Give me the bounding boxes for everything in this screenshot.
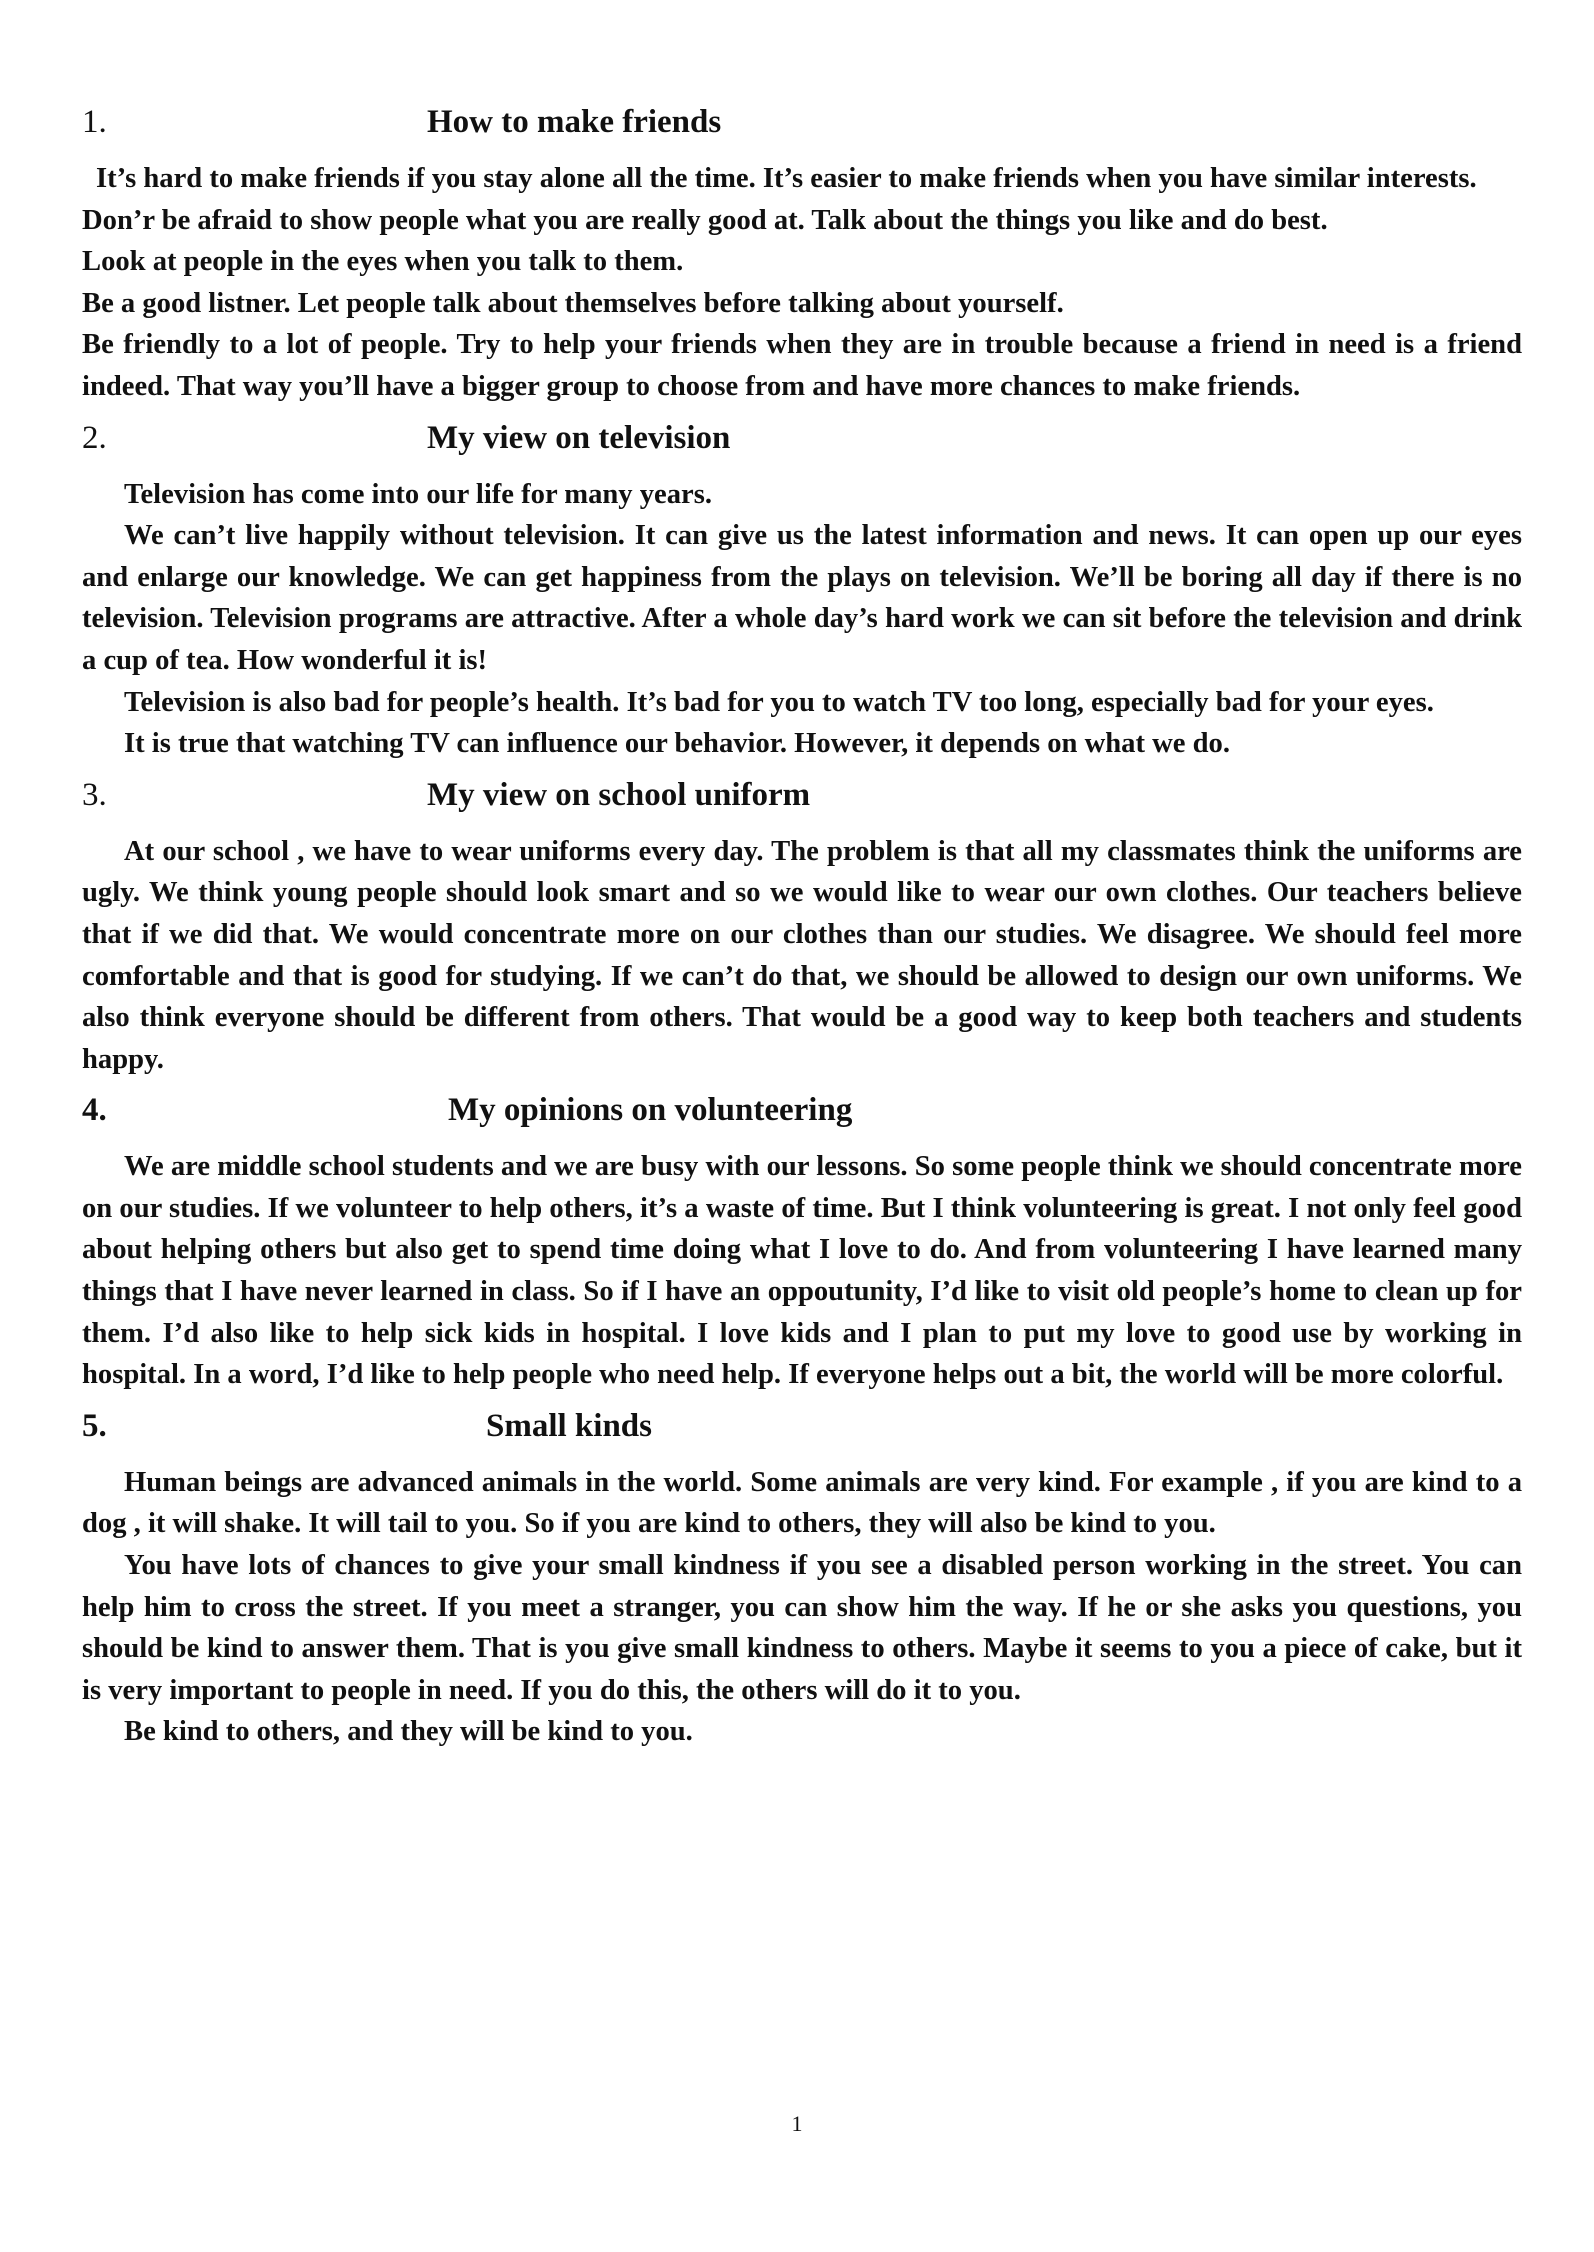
paragraph: Be friendly to a lot of people. Try to help your friends when they are in trouble because a friend in need is a friend indeed. That way you’ll have a bigger group to choose from and have more chances to make friends. — [82, 329, 1522, 402]
paragraph: At our school , we have to wear uniforms every day. The problem is that all my classmates think the uniforms are ugly. We think young people should look smart and so we would like to wear our own clothes. Our teachers believe that if we did that. We would concentrate more on our clothes than our studies. We disagree. We should feel more comfortable and that is good for studying. If we can’t do that, we should be allowed to design our own uniforms. We also think everyone should be different from others. That would be a good way to keep both teachers and students happy. — [82, 835, 1522, 1075]
section-number: 3. — [82, 776, 107, 813]
paragraph: We can’t live happily without television. It can give us the latest information and news. It can open up our eyes and enlarge our knowledge. We can get happiness from the plays on television. We’ll be boring all day if there is no television. Television programs are attractive. After a whole day’s hard work we can sit before the television and drink a cup of tea. How wonderful it is! — [82, 520, 1522, 676]
section-3 — [82, 773, 1522, 1081]
paragraph: Human beings are advanced animals in the world. Some animals are very kind. For example , if you are kind to a dog , it will shake. It will tail to you. So if you are kind to others, they will also be kind to you. — [82, 1466, 1522, 1540]
page-number: 1 — [791, 2111, 803, 2136]
section-body — [82, 1462, 1522, 1753]
section-title: My view on school uniform — [427, 776, 811, 813]
section-title: My opinions on volunteering — [448, 1092, 853, 1129]
section-title: How to make friends — [427, 104, 722, 140]
section-number: 1. — [82, 104, 107, 140]
paragraph: Look at people in the eyes when you talk to them. — [82, 246, 684, 278]
section-body — [82, 1146, 1522, 1396]
section-number: 5. — [82, 1407, 107, 1444]
paragraph: It is true that watching TV can influence our behavior. However, it depends on what we do. — [124, 728, 1230, 760]
section-number: 4. — [82, 1092, 107, 1129]
paragraph: We are middle school students and we are busy with our lessons. So some people think we should concentrate more on our studies. If we volunteer to help others, it’s a waste of time. But I think volunteering is great. I not only feel good about helping others but also get to spend time doing what I love to do. And from volunteering I have learned many things that I have never learned in class. So if I have an oppoutunity, I’d like to visit old people’s home to clean up for them. I’d also like to help sick kids in hospital. I love kids and I plan to put my love to good use by working in hospital. In a word, I’d like to help people who need help. If everyone helps out a bit, the world will be more colorful. — [82, 1151, 1522, 1391]
paragraph: It’s hard to make friends if you stay alone all the time. It’s easier to make friends when you have similar interests. — [96, 163, 1477, 194]
section-1 — [82, 100, 1522, 408]
section-title: My view on television — [427, 419, 731, 456]
section-title: Small kinds — [486, 1407, 652, 1444]
paragraph: Be a good listner. Let people talk about themselves before talking about yourself. — [82, 287, 1064, 319]
section-number: 2. — [82, 419, 107, 456]
section-heading — [82, 100, 1522, 144]
document-page — [82, 100, 1522, 1761]
section-body — [82, 831, 1522, 1081]
paragraph: Don’r be afraid to show people what you are really good at. Talk about the things you like and do best. — [82, 204, 1328, 236]
section-heading — [82, 416, 1522, 460]
section-5 — [82, 1404, 1522, 1753]
section-body — [82, 158, 1522, 408]
section-heading — [82, 1088, 1522, 1132]
paragraph: Be kind to others, and they will be kind to you. — [124, 1716, 693, 1748]
section-heading — [82, 773, 1522, 817]
section-4 — [82, 1088, 1522, 1396]
paragraph: You have lots of chances to give your small kindness if you see a disabled person working in the street. You can help him to cross the street. If you meet a stranger, you can show him the way. If he or she asks you questions, you should be kind to answer them. That is you give small kindness to others. Maybe it seems to you a piece of cake, but it is very important to people in need. If you do this, the others will do it to you. — [82, 1550, 1522, 1706]
section-body — [82, 474, 1522, 765]
section-heading — [82, 1404, 1522, 1448]
paragraph: Television has come into our life for many years. — [124, 478, 713, 510]
section-2 — [82, 416, 1522, 765]
paragraph: Television is also bad for people’s health. It’s bad for you to watch TV too long, especially bad for your eyes. — [124, 686, 1434, 718]
